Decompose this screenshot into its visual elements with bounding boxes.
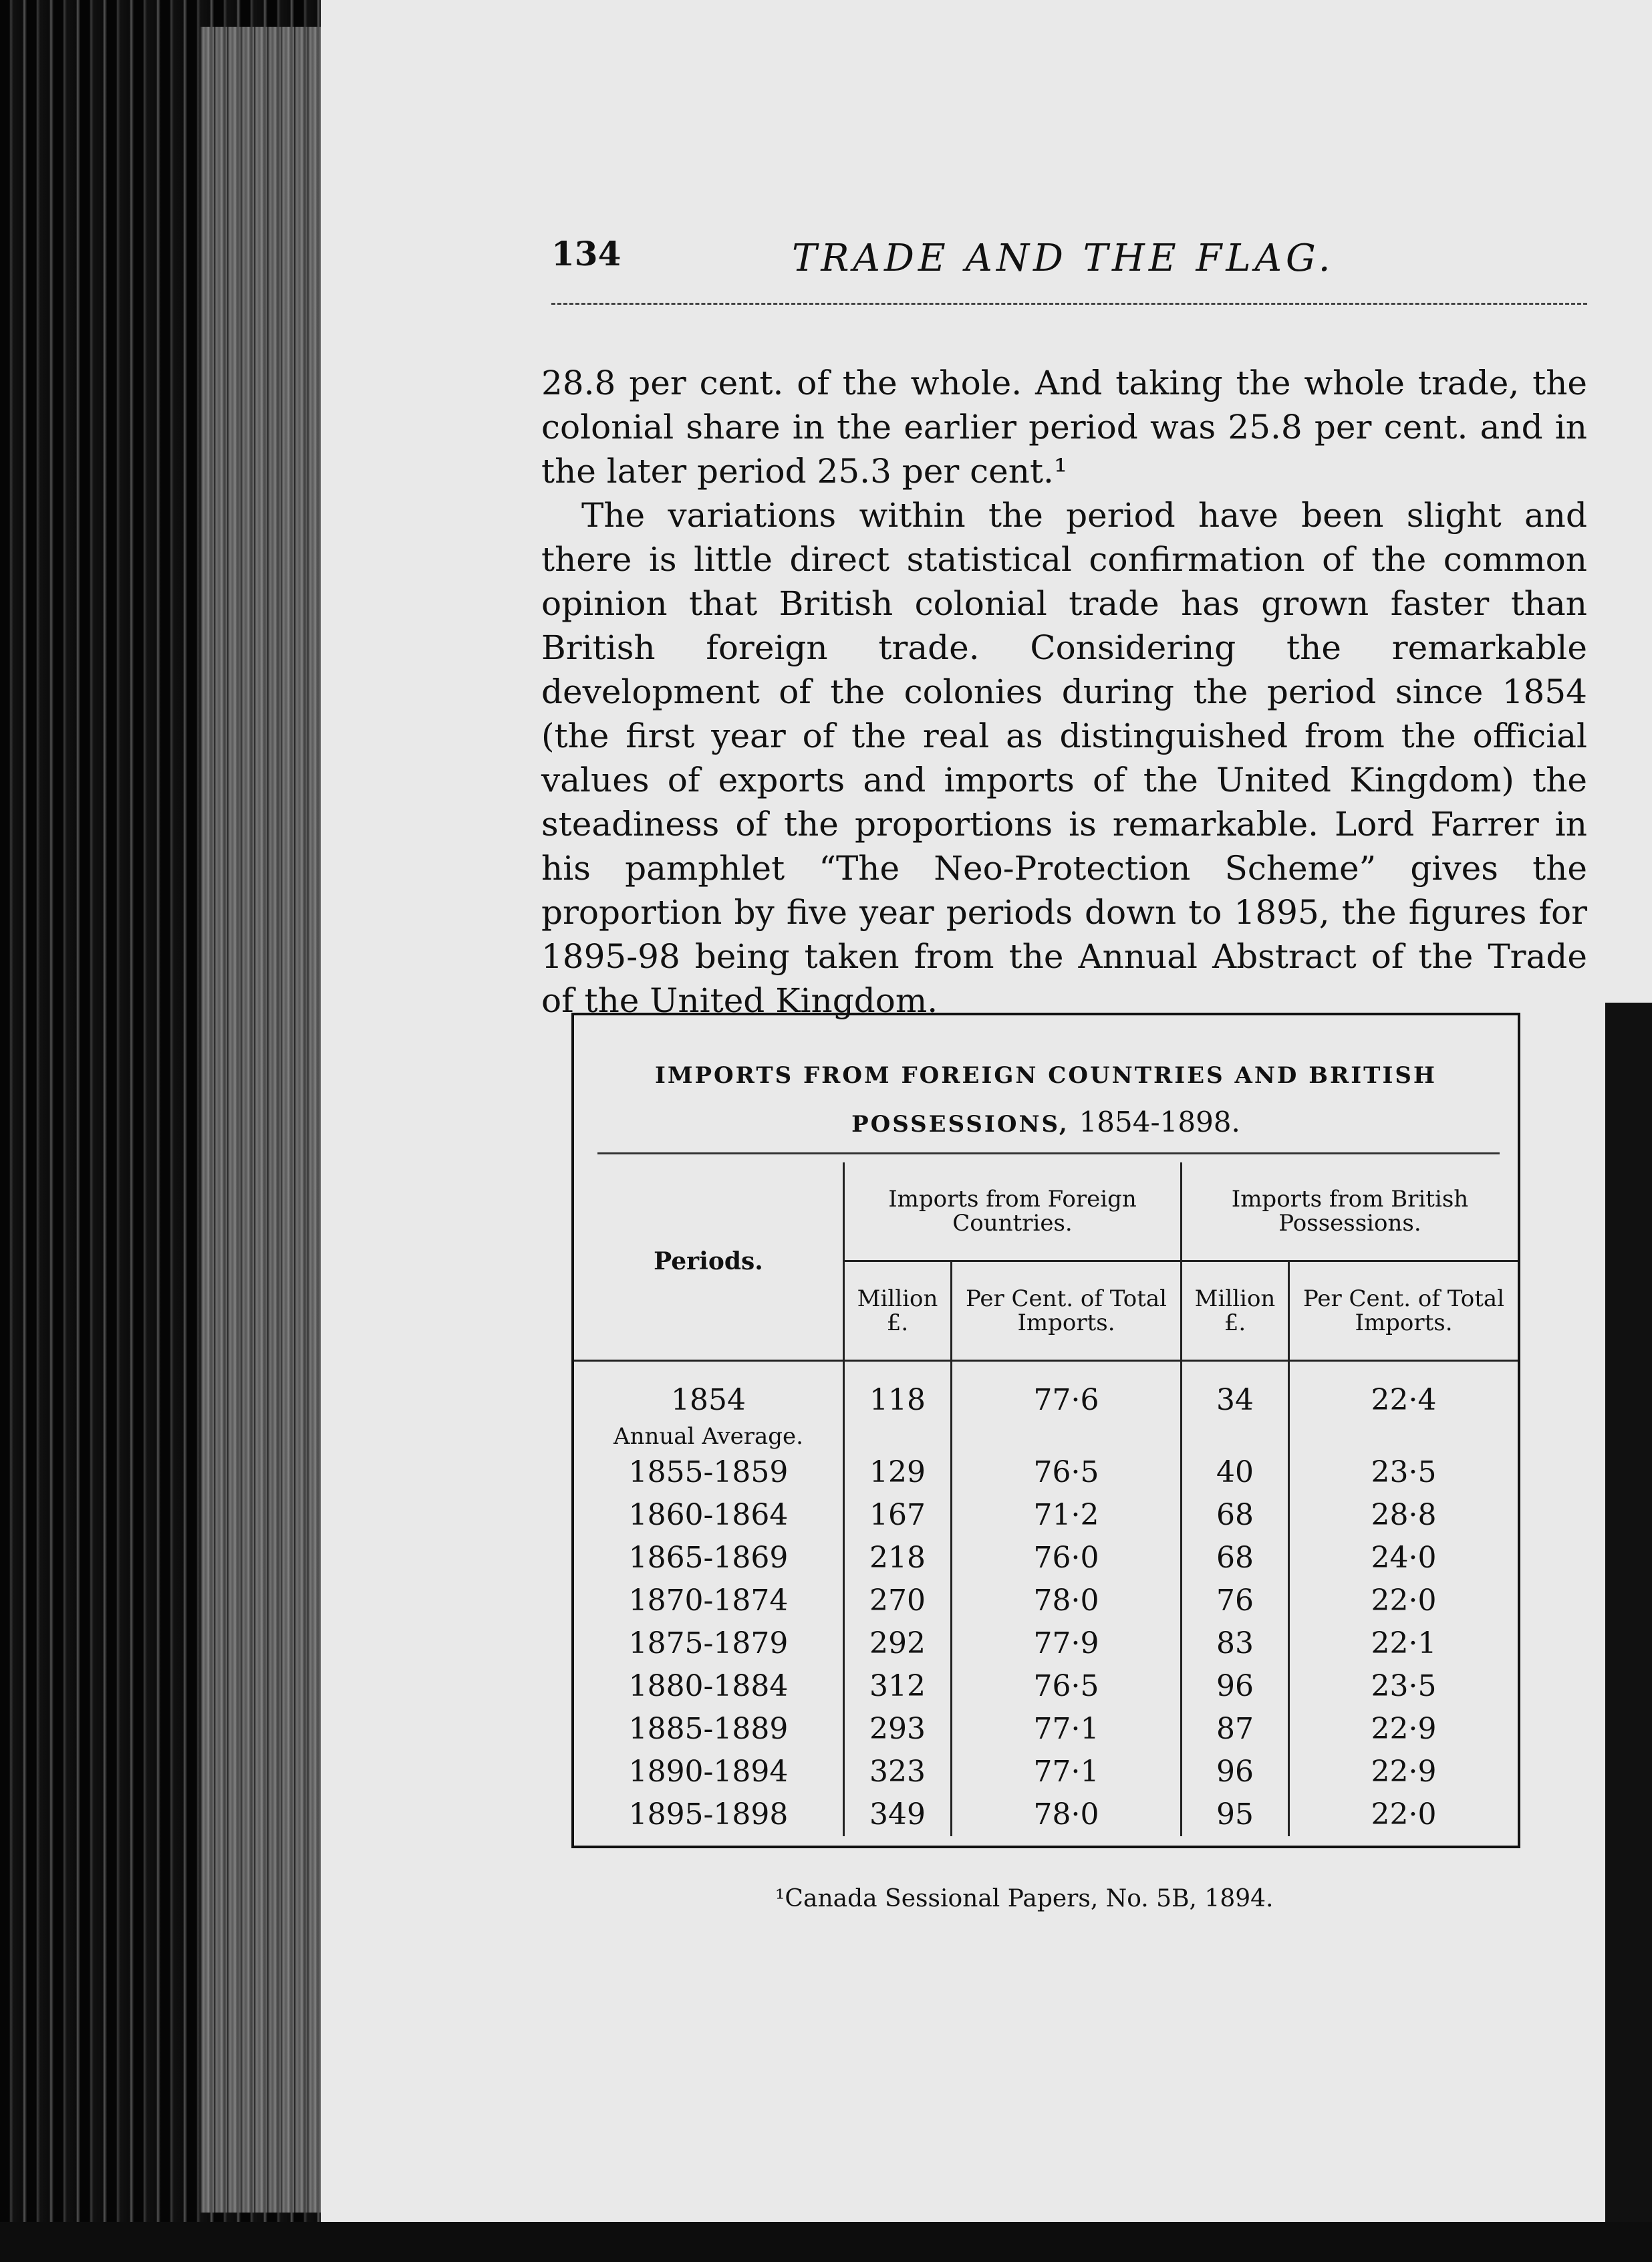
table-caption (574, 1052, 1518, 1148)
british-percent-cell: 22·4 (1289, 1361, 1518, 1452)
foreign-percent-cell: 77·1 (952, 1708, 1182, 1751)
foreign-percent-cell: 77·1 (952, 1751, 1182, 1793)
table-row (574, 1537, 1518, 1580)
table-row (574, 1361, 1518, 1452)
foreign-million-cell: 323 (844, 1751, 952, 1793)
period-cell: 1885-1889 (628, 1712, 789, 1746)
caption-line-1: IMPORTS FROM FOREIGN COUNTRIES AND BRITISH (654, 1062, 1437, 1089)
header-british-million: Million £. (1181, 1261, 1288, 1361)
right-shadow (1605, 1003, 1652, 2262)
header-foreign-million: Million £. (844, 1261, 952, 1361)
page-number: 134 (551, 234, 622, 273)
bottom-shadow (0, 2222, 1652, 2262)
header-british-percent: Per Cent. of Total Imports. (1289, 1261, 1518, 1361)
period-cell: 1860-1864 (628, 1498, 789, 1532)
caption-years: 1854-1898. (1079, 1106, 1240, 1138)
table-row (574, 1708, 1518, 1751)
british-percent-cell: 23·5 (1289, 1665, 1518, 1708)
period-cell: 1865-1869 (628, 1541, 789, 1575)
foreign-million-cell: 167 (844, 1494, 952, 1537)
british-percent-cell: 28·8 (1289, 1494, 1518, 1537)
period-cell: 1890-1894 (628, 1755, 789, 1789)
period-cell (574, 1361, 844, 1452)
header-foreign-group: Imports from Foreign Countries. (844, 1162, 1182, 1261)
header-rule (551, 303, 1587, 305)
british-million-cell: 96 (1181, 1751, 1288, 1793)
foreign-percent-cell: 78·0 (952, 1793, 1182, 1836)
british-million-cell: 34 (1181, 1361, 1288, 1452)
page-header (551, 234, 1587, 294)
period-cell: 1895-1898 (628, 1797, 789, 1832)
foreign-percent-cell: 78·0 (952, 1580, 1182, 1622)
table-row (574, 1622, 1518, 1665)
body-text (541, 361, 1587, 1023)
british-percent-cell: 23·5 (1289, 1451, 1518, 1494)
foreign-million-cell: 312 (844, 1665, 952, 1708)
british-million-cell: 40 (1181, 1451, 1288, 1494)
table-row (574, 1451, 1518, 1494)
foreign-percent-cell: 76·0 (952, 1537, 1182, 1580)
caption-possessions: POSSESSIONS, (851, 1111, 1069, 1138)
british-million-cell: 68 (1181, 1537, 1288, 1580)
british-percent-cell: 22·9 (1289, 1708, 1518, 1751)
header-periods: Periods. (574, 1162, 844, 1361)
foreign-million-cell: 293 (844, 1708, 952, 1751)
british-percent-cell: 24·0 (1289, 1537, 1518, 1580)
table-row (574, 1580, 1518, 1622)
header-british-group: Imports from British Possessions. (1181, 1162, 1518, 1261)
foreign-million-cell: 118 (844, 1361, 952, 1452)
paragraph: The variations within the period have been slight and there is little direct statistical confirmation of the common opinion that British colonial trade has grown faster than British foreign trade. Considering the remarkable development of the colonies during the period since 1854 (the first year of the real as distinguished from the official values of exports and imports of the United Kingdom) the steadiness of the proportions is remarkable. Lord Farrer in his pamphlet “The Neo-Protection Scheme” gives the proportion by five year periods down to 1895, the figures for 1895-98 being taken from the Annual Abstract of the Trade of the United Kingdom. (541, 496, 1587, 1020)
table-row (574, 1494, 1518, 1537)
british-million-cell: 68 (1181, 1494, 1288, 1537)
british-million-cell: 87 (1181, 1708, 1288, 1751)
foreign-million-cell: 270 (844, 1580, 952, 1622)
british-percent-cell: 22·0 (1289, 1580, 1518, 1622)
table-row (574, 1793, 1518, 1836)
table-row (574, 1665, 1518, 1708)
foreign-million-cell: 129 (844, 1451, 952, 1494)
foreign-percent-cell: 77·9 (952, 1622, 1182, 1665)
imports-table (574, 1162, 1518, 1836)
period-cell: 1855-1859 (628, 1455, 789, 1489)
british-million-cell: 96 (1181, 1665, 1288, 1708)
foreign-million-cell: 292 (844, 1622, 952, 1665)
running-title: TRADE AND THE FLAG. (792, 237, 1335, 280)
period-note: Annual Average. (613, 1423, 803, 1450)
british-million-cell: 83 (1181, 1622, 1288, 1665)
foreign-million-cell: 349 (844, 1793, 952, 1836)
caption-rule (597, 1152, 1500, 1154)
period-cell: 1870-1874 (628, 1584, 789, 1618)
british-percent-cell: 22·0 (1289, 1793, 1518, 1836)
foreign-percent-cell: 71·2 (952, 1494, 1182, 1537)
header-foreign-percent: Per Cent. of Total Imports. (952, 1261, 1182, 1361)
foreign-percent-cell: 77·6 (952, 1361, 1182, 1452)
foreign-percent-cell: 76·5 (952, 1451, 1182, 1494)
footnote: ¹Canada Sessional Papers, No. 5B, 1894. (775, 1885, 1274, 1912)
british-million-cell: 76 (1181, 1580, 1288, 1622)
paragraph: 28.8 per cent. of the whole. And taking the whole trade, the colonial share in the earlier period was 25.8 per cent. and in the later period 25.3 per cent.¹ (541, 364, 1587, 491)
period-cell: 1880-1884 (628, 1669, 789, 1703)
british-percent-cell: 22·1 (1289, 1622, 1518, 1665)
foreign-percent-cell: 76·5 (952, 1665, 1182, 1708)
british-percent-cell: 22·9 (1289, 1751, 1518, 1793)
period-cell: 1875-1879 (628, 1626, 789, 1660)
table-row (574, 1751, 1518, 1793)
period-value: 1854 (671, 1383, 746, 1417)
imports-table-box (571, 1013, 1520, 1848)
book-page-edges-highlight (200, 27, 334, 2213)
caption-line-2 (574, 1099, 1518, 1148)
foreign-million-cell: 218 (844, 1537, 952, 1580)
british-million-cell: 95 (1181, 1793, 1288, 1836)
